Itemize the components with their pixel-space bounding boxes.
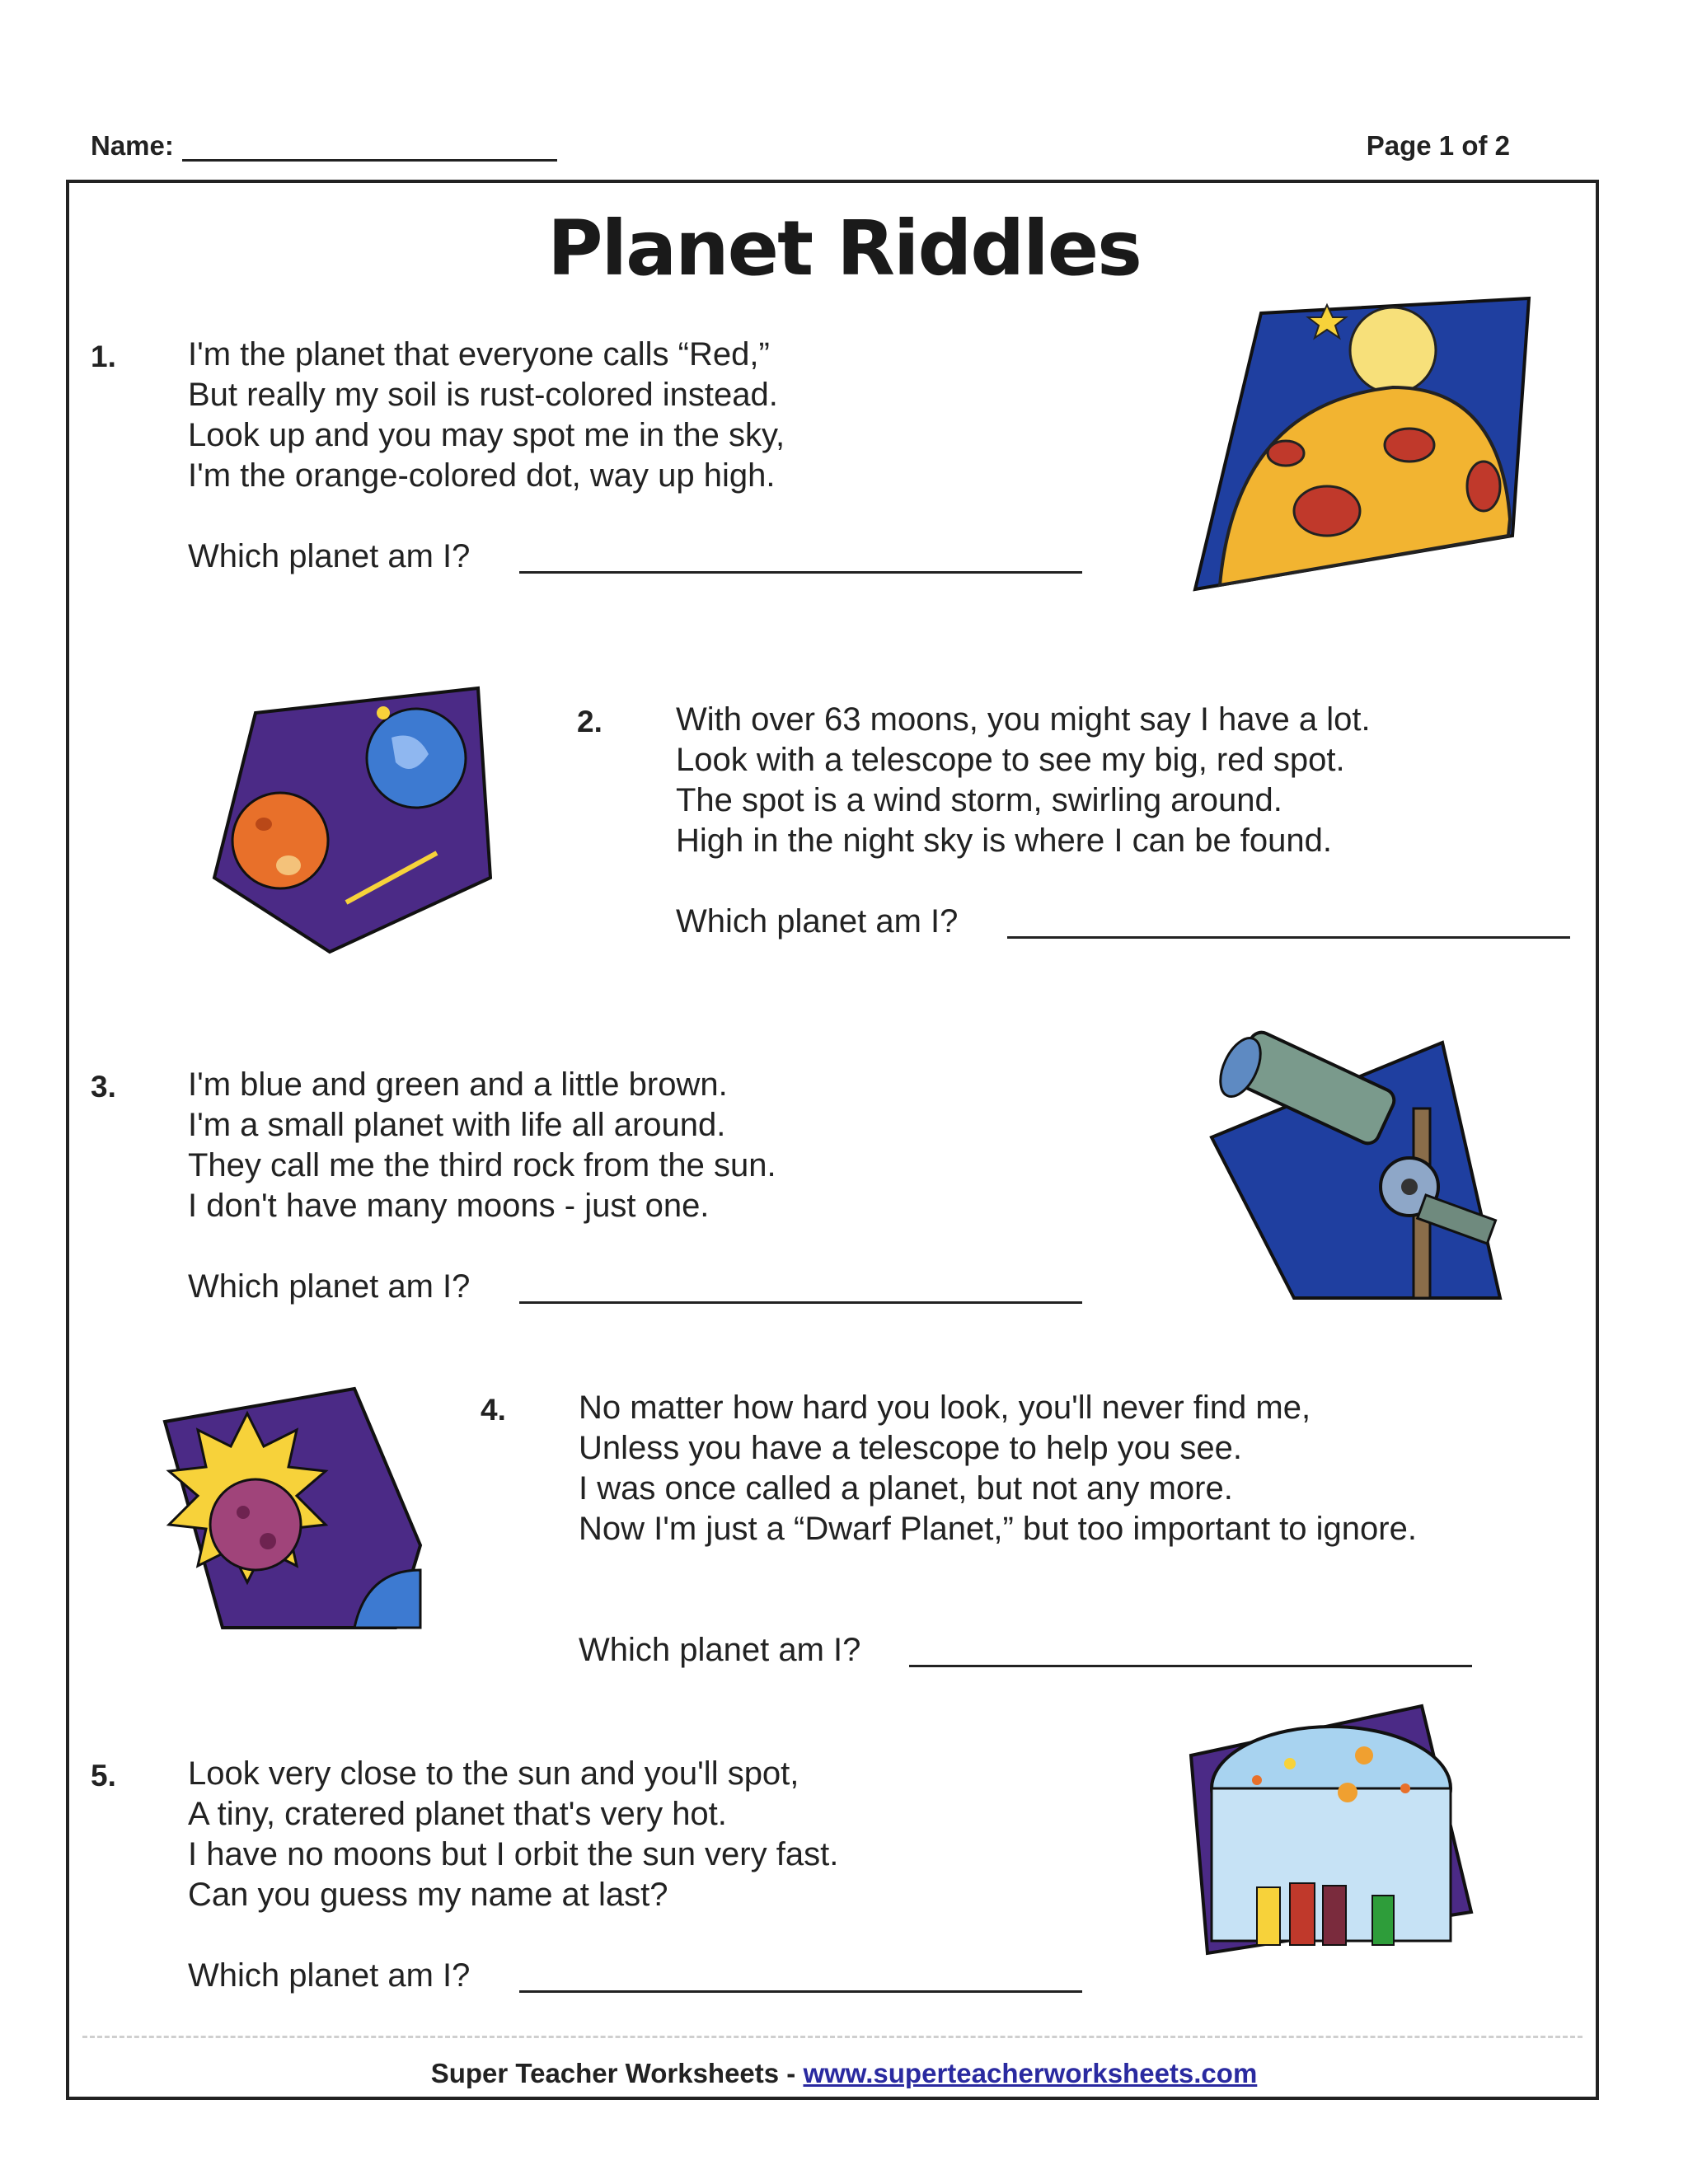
riddle-line: Look with a telescope to see my big, red spot. xyxy=(676,742,1345,778)
riddle-line: I'm a small planet with life all around. xyxy=(188,1107,726,1143)
riddle-line: No matter how hard you look, you'll never find me, xyxy=(579,1390,1311,1426)
riddle-2-prompt: Which planet am I? xyxy=(676,903,959,940)
riddle-4-text xyxy=(579,1388,1417,1549)
riddle-2-answer-line[interactable] xyxy=(1007,936,1570,939)
riddle-3-answer-line[interactable] xyxy=(519,1301,1082,1304)
riddle-3-text xyxy=(188,1065,776,1226)
riddle-line: The spot is a wind storm, swirling around. xyxy=(676,782,1282,818)
riddle-line: I have no moons but I orbit the sun very fast. xyxy=(188,1836,839,1872)
riddle-4-prompt: Which planet am I? xyxy=(579,1632,861,1668)
planetarium-clipart-icon xyxy=(1175,1698,1479,1961)
riddle-5-answer-line[interactable] xyxy=(519,1990,1082,1993)
planet-clipart-icon xyxy=(1187,288,1533,593)
riddle-3-prompt: Which planet am I? xyxy=(188,1268,471,1305)
riddle-line: Can you guess my name at last? xyxy=(188,1877,668,1913)
riddle-line: I'm the orange-colored dot, way up high. xyxy=(188,457,776,494)
name-blank-line[interactable] xyxy=(182,134,557,162)
riddle-4-answer-line[interactable] xyxy=(909,1665,1472,1667)
riddle-line: I was once called a planet, but not any more. xyxy=(579,1470,1233,1507)
two-planets-clipart-icon xyxy=(206,680,503,960)
riddle-line: But really my soil is rust-colored instead. xyxy=(188,377,778,413)
riddle-2-number: 2. xyxy=(577,705,603,738)
riddle-4-number: 4. xyxy=(481,1393,506,1427)
riddle-1-answer-line[interactable] xyxy=(519,571,1082,574)
riddle-line: I don't have many moons - just one. xyxy=(188,1188,710,1224)
riddle-1-text xyxy=(188,335,785,496)
riddle-1-prompt: Which planet am I? xyxy=(188,538,471,574)
riddle-line: High in the night sky is where I can be found. xyxy=(676,823,1333,859)
name-label: Name: xyxy=(91,130,174,161)
riddle-line: Look up and you may spot me in the sky, xyxy=(188,417,785,453)
riddle-3-number: 3. xyxy=(91,1070,116,1104)
riddle-1-number: 1. xyxy=(91,340,116,373)
riddle-2-text xyxy=(676,700,1371,861)
footer-text: Super Teacher Worksheets - xyxy=(430,2058,804,2088)
page-number: Page 1 of 2 xyxy=(1366,130,1510,161)
riddle-line: A tiny, cratered planet that's very hot. xyxy=(188,1796,727,1832)
footer-divider xyxy=(82,2036,1582,2038)
page-title: Planet Riddles xyxy=(547,204,1141,293)
riddle-5-number: 5. xyxy=(91,1759,116,1793)
riddle-line: With over 63 moons, you might say I have a lot. xyxy=(676,701,1371,738)
riddle-5-prompt: Which planet am I? xyxy=(188,1957,471,1994)
riddle-line: They call me the third rock from the sun. xyxy=(188,1147,776,1183)
riddle-line: I'm the planet that everyone calls “Red,” xyxy=(188,336,770,373)
riddle-line: I'm blue and green and a little brown. xyxy=(188,1066,728,1103)
telescope-clipart-icon xyxy=(1203,1026,1517,1306)
riddle-5-text xyxy=(188,1754,838,1915)
sun-planet-clipart-icon xyxy=(148,1380,429,1644)
riddle-line: Look very close to the sun and you'll spot, xyxy=(188,1755,799,1792)
footer-link[interactable]: www.superteacherworksheets.com xyxy=(803,2058,1258,2088)
footer xyxy=(0,2058,1688,2089)
riddle-line: Now I'm just a “Dwarf Planet,” but too important to ignore. xyxy=(579,1511,1417,1547)
riddle-line: Unless you have a telescope to help you see. xyxy=(579,1430,1242,1466)
name-field xyxy=(91,130,557,162)
